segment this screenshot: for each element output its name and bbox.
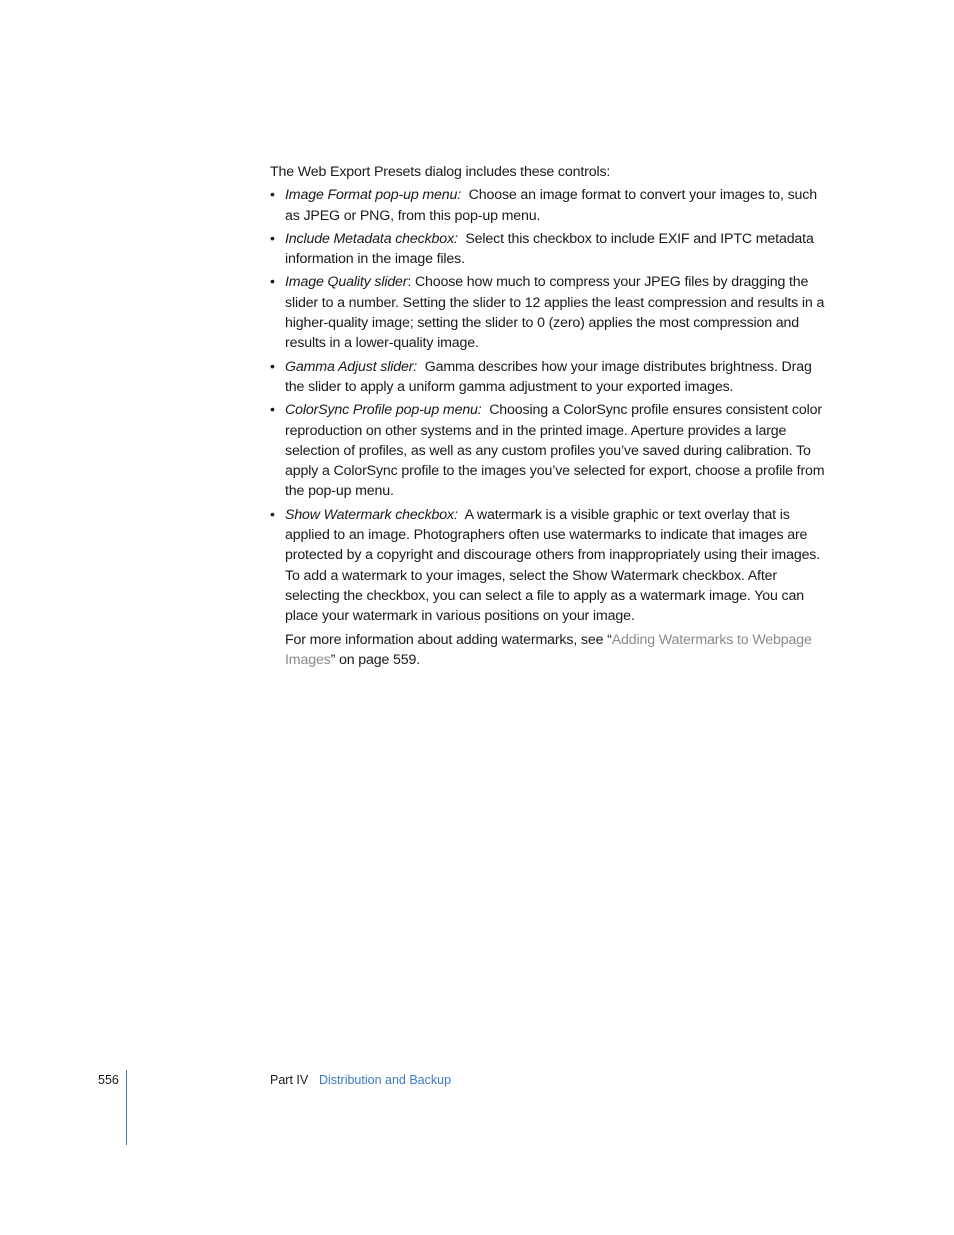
term-image-format: Image Format pop-up menu: — [285, 187, 462, 204]
bullet-icon: • — [270, 187, 275, 204]
controls-list — [270, 185, 830, 670]
bullet-icon: • — [270, 402, 275, 419]
list-item-include-metadata — [270, 229, 830, 270]
desc-show-watermark: A watermark is a visible graphic or text overlay that is applied to an image. Photographers often use watermarks to indicate that images are protected by a copyright and discourage others from inappropriately using their images. To add a watermark to your images, select the Show Watermark checkbox. After selecting the checkbox, you can select a file to apply as a watermark image. You can place your watermark in various positions on your image. — [285, 506, 821, 625]
page-number: 556 — [98, 1073, 119, 1087]
term-image-quality: Image Quality slider — [285, 274, 408, 291]
part-label: Part IV — [270, 1073, 309, 1087]
bullet-icon: • — [270, 274, 275, 291]
intro-paragraph: The Web Export Presets dialog includes these controls: — [270, 164, 611, 180]
list-item-colorsync-profile — [270, 400, 830, 501]
desc-image-format: Choose an image format to convert your images to, such as JPEG or PNG, from this pop-up menu. — [285, 187, 817, 224]
list-item-image-format — [270, 185, 830, 226]
section-title-link[interactable]: Distribution and Backup — [319, 1073, 452, 1087]
desc-gamma-adjust: Gamma describes how your image distributes brightness. Drag the slider to apply a uniform gamma adjustment to your exported images. — [285, 358, 812, 395]
term-gamma-adjust: Gamma Adjust slider: — [285, 358, 418, 375]
watermark-note-before: For more information about adding watermarks, see “ — [285, 631, 612, 648]
list-item-show-watermark — [270, 505, 830, 670]
desc-include-metadata: Select this checkbox to include EXIF and IPTC metadata information in the image files. — [285, 230, 814, 268]
footer-divider — [126, 1070, 127, 1145]
bullet-icon: • — [270, 230, 275, 247]
term-include-metadata: Include Metadata checkbox: — [285, 230, 458, 247]
adding-watermarks-link[interactable]: Adding Watermarks to Webpage Images — [285, 631, 812, 668]
list-item-gamma-adjust — [270, 357, 830, 398]
watermark-note-after: ” on page 559. — [330, 651, 421, 668]
term-show-watermark: Show Watermark checkbox: — [285, 506, 458, 523]
desc-colorsync-profile: Choosing a ColorSync profile ensures consistent color reproduction on other systems and in the printed image. Aperture provides a large selection of profiles, as well as any custom profiles you’ve saved during calibration. To apply a ColorSync profile to the images you’ve selected for export, choose a profile from the pop-up menu. — [285, 402, 825, 500]
page-body — [270, 162, 830, 673]
desc-image-quality: : Choose how much to compress your JPEG files by dragging the slider to a number. Setting the slider to 12 applies the least compression and results in a higher-quality image; setting the slider to 0 (zero) applies the most compression and results in a lower-quality image. — [285, 274, 825, 352]
bullet-icon: • — [270, 358, 275, 375]
bullet-icon: • — [270, 506, 275, 523]
term-colorsync-profile: ColorSync Profile pop-up menu: — [285, 402, 482, 419]
list-item-image-quality — [270, 272, 830, 353]
watermark-note — [285, 630, 830, 671]
